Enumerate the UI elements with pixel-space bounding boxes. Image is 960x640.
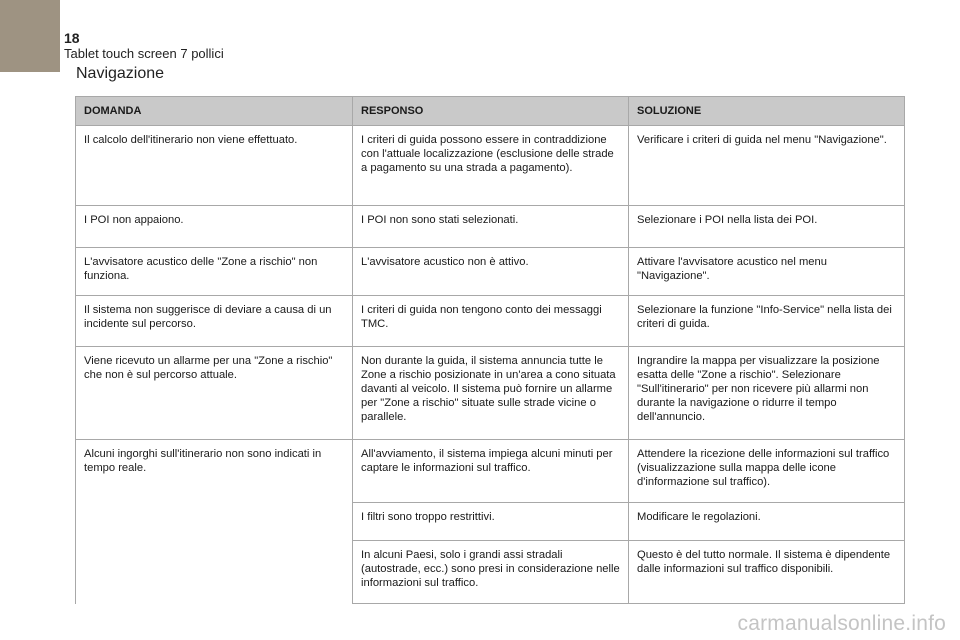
answer-cell: Non durante la guida, il sistema annuncia tutte le Zone a rischio posizionate in un'area a cono situata davanti al veicolo. Il sistema può fornire un allarme per "Zone a rischio" situate sulle strade vicine o parallele.: [353, 347, 629, 440]
solution-cell: Verificare i criteri di guida nel menu "Navigazione".: [629, 126, 905, 206]
section-title: Navigazione: [76, 65, 165, 82]
table-row: [76, 248, 905, 296]
column-header-solution: SOLUZIONE: [629, 97, 905, 126]
table-row: [76, 126, 905, 206]
question-cell: Il calcolo dell'itinerario non viene effettuato.: [76, 126, 353, 206]
answer-cell: I filtri sono troppo restrittivi.: [353, 503, 629, 541]
column-header-answer: RESPONSO: [353, 97, 629, 126]
question-cell: I POI non appaiono.: [76, 206, 353, 248]
watermark: carmanualsonline.info: [737, 612, 946, 635]
solution-cell: Selezionare la funzione "Info-Service" nella lista dei criteri di guida.: [629, 296, 905, 347]
table-row: [76, 347, 905, 440]
troubleshooting-table: [75, 96, 905, 604]
table-row: [76, 206, 905, 248]
question-cell: Alcuni ingorghi sull'itinerario non sono indicati in tempo reale.: [76, 440, 353, 604]
page-number: 18: [64, 30, 80, 46]
running-header: Tablet touch screen 7 pollici: [64, 46, 224, 61]
question-cell: Il sistema non suggerisce di deviare a causa di un incidente sul percorso.: [76, 296, 353, 347]
answer-cell: All'avviamento, il sistema impiega alcuni minuti per captare le informazioni sul traffico.: [353, 440, 629, 503]
answer-cell: In alcuni Paesi, solo i grandi assi stradali (autostrade, ecc.) sono presi in considerazione nelle informazioni sul traffico.: [353, 541, 629, 604]
answer-cell: I criteri di guida possono essere in contraddizione con l'attuale localizzazione (esclusione delle strade a pagamento su una strada a pagamento).: [353, 126, 629, 206]
answer-cell: I criteri di guida non tengono conto dei messaggi TMC.: [353, 296, 629, 347]
answer-cell: I POI non sono stati selezionati.: [353, 206, 629, 248]
table-row: [76, 296, 905, 347]
question-cell: L'avvisatore acustico delle "Zone a rischio" non funziona.: [76, 248, 353, 296]
solution-cell: Selezionare i POI nella lista dei POI.: [629, 206, 905, 248]
table-header-row: [76, 97, 905, 126]
answer-cell: L'avvisatore acustico non è attivo.: [353, 248, 629, 296]
solution-cell: Attendere la ricezione delle informazioni sul traffico (visualizzazione sulla mappa delle icone d'informazione sul traffico).: [629, 440, 905, 503]
question-cell: Viene ricevuto un allarme per una "Zone a rischio" che non è sul percorso attuale.: [76, 347, 353, 440]
solution-cell: Modificare le regolazioni.: [629, 503, 905, 541]
solution-cell: Questo è del tutto normale. Il sistema è dipendente dalle informazioni sul traffico disponibili.: [629, 541, 905, 604]
solution-cell: Attivare l'avvisatore acustico nel menu "Navigazione".: [629, 248, 905, 296]
solution-cell: Ingrandire la mappa per visualizzare la posizione esatta delle "Zone a rischio". Selezionare "Sull'itinerario" per non ricevere più allarmi non durante la navigazione o ridurre il tempo dell'annuncio.: [629, 347, 905, 440]
corner-tab: [0, 0, 60, 72]
column-header-question: DOMANDA: [76, 97, 353, 126]
table-row: [76, 440, 905, 503]
